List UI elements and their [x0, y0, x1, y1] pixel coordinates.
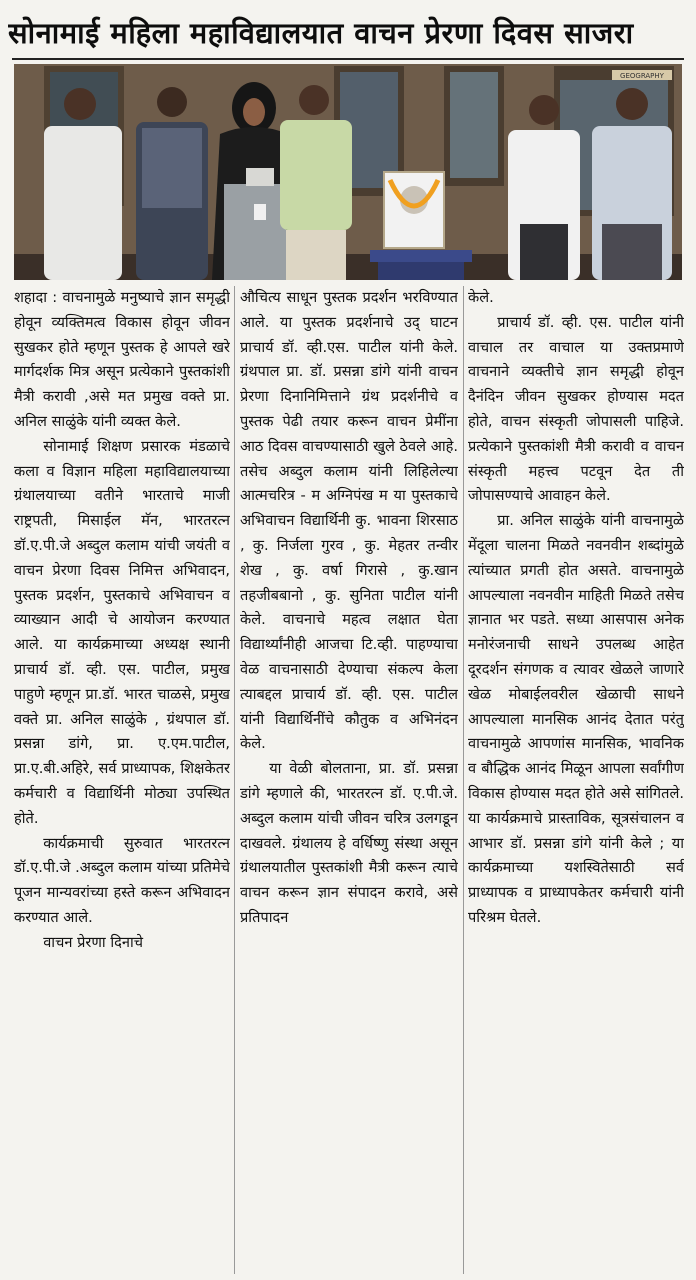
book-icon: [246, 168, 274, 186]
event-photo: [14, 64, 682, 280]
paragraph: केले.: [468, 289, 494, 306]
paragraph: प्रा. अनिल साळुंके यांनी वाचनामुळे मेंदूला चालना मिळते नवनवीन शब्दांमुळे त्यांच्यात प्रगती होत असते. वाचनामुळे आपल्याला नवनवीन माहिती मिळते तसेच ज्ञानात भर पडते. सध्या आसपास अनेक मनोरंजनाची साधने उपलब्ध आहेत दूरदर्शन संगणक व त्यावर खेळले जाणारे खेळ मोबाईलवरील खेळाची साधने आपल्याला मानसिक आनंद देतात परंतु वाचनामुळे आपणांस मानसिक, भावनिक व बौद्धिक आनंद मिळून आपला सर्वांगीण विकास होण्यास मदत होते असे सांगितले. या कार्यक्रमाचे प्रास्ताविक, सूत्रसंचालन व आभार डॉ. प्रसन्ना डांगे यांनी केले ; या कार्यक्रमाच्या यशस्वितेसाठी सर्व प्राध्यापक व प्राध्यापकेतर कर्मचारी यांनी परिश्रम घेतले.: [468, 512, 684, 926]
column-1: [14, 286, 230, 1274]
paragraph: कार्यक्रमाची सुरुवात भारतरत्न डॉ.ए.पी.जे .अब्दुल कलाम यांच्या प्रतिमेचे पूजन मान्यवरांच्या हस्ते करून अभिवादन करण्यात आले.: [14, 834, 230, 926]
paragraph: प्राचार्य डॉ. व्ही. एस. पाटील यांनी वाचाल तर वाचाल या उक्तप्रमाणे वाचनाने व्यक्तीचे ज्ञान समृद्धी होवून दैनंदिन जीवन सुखकर होण्यास मदत होते, वाचन संस्कृती जोपासली पाहिजे. प्रत्येकाने पुस्तकांशी मैत्री करावी व वाचन संस्कृती महत्त्व पटवून देत ती जोपासण्याचे आवाहन केले.: [468, 313, 684, 505]
geography-banner-text: GEOGRAPHY: [620, 72, 664, 80]
paragraph: या वेळी बोलताना, प्रा. डॉ. प्रसन्ना डांगे म्हणाले की, भारतरत्न डॉ. ए.पी.जे. अब्दुल कलाम यांची जीवन चरित्र उलगडून दाखवले. ग्रंथालय हे वर्धिष्णु संस्था असून ग्रंथालयातील पुस्तकांशी मैत्री करून त्याचे वाचन करून ज्ञान संपादन करावे, असे प्रतिपादन: [240, 760, 458, 926]
paragraph: वाचन प्रेरणा दिनाचे: [43, 933, 144, 951]
column-3: [468, 286, 684, 1274]
event-photo-illustration: [14, 64, 682, 280]
table: [370, 250, 472, 262]
headline: सोनामाई महिला महाविद्यालयात वाचन प्रेरणा दिवस साजरा: [8, 16, 634, 50]
paragraph: सोनामाई शिक्षण प्रसारक मंडळाचे कला व विज्ञान महिला महाविद्यालयाच्या ग्रंथालयाच्या वतीने भारताचे माजी राष्ट्रपती, मिसाईल मॅन, भारतरत्न डॉ.ए.पी.जे अब्दुल कलाम यांची जयंती व वाचन प्रेरणा दिवस निमित्त अभिवादन, पुस्तक प्रदर्शन, पुस्तकाचे अभिवाचन व व्याख्यान आदी चे आयोजन करण्यात आले. या कार्यक्रमाच्या अध्यक्ष स्थानी प्राचार्य डॉ. व्ही. एस. पाटील, प्रमुख पाहुणे म्हणून प्रा.डॉ. भारत चाळसे, प्रमुख वक्ते प्रा. अनिल साळुंके , ग्रंथपाल डॉ. प्रसन्ना डांगे, प्रा. ए.एम.पाटील, प्रा.ए.बी.अहिरे, सर्व प्राध्यापक, शिक्षकेतर कर्मचारी व विद्यार्थिनी मोठ्या उपस्थित होते.: [14, 437, 230, 827]
column-2: [240, 286, 458, 1274]
paragraph: औचित्य साधून पुस्तक प्रदर्शन भरविण्यात आले. या पुस्तक प्रदर्शनाचे उद् घाटन प्राचार्य डॉ. व्ही.एस. पाटील यांनी केले. ग्रंथपाल प्रा. डॉ. प्रसन्ना डांगे यांनी वाचन प्रेरणा दिनानिमित्ताने ग्रंथ प्रदर्शनीचे व पुस्तक पेढी तयार करून वाचन प्रेमींना आठ दिवस वाचण्यासाठी खुले ठेवले आहे. तसेच अब्दुल कलाम यांनी लिहिलेल्या आत्मचरित्र - म अग्निपंख म या पुस्तकाचे अभिवाचन विद्यार्थिनी कु. भावना शिरसाठ , कु. निर्जला गुरव , कु. मेहतर तन्वीर शेख , कु. वर्षा गिरासे , कु.खान तहजीबबानो , कु. सुनिता पाटील यांनी केले. वाचनाचे महत्व लक्षात घेता विद्यार्थ्यांनीही आजचा टि.व्ही. पाहण्याचा वेळ वाचनासाठी देण्याचा संकल्प केला त्याबद्दल प्राचार्य डॉ. व्ही. एस. पाटील यांनी विद्यार्थिनींचे कौतुक व अभिनंदन केले.: [240, 289, 458, 753]
cabinet-right-glass: [450, 72, 498, 178]
paragraph: शहादा : वाचनामुळे मनुष्याचे ज्ञान समृद्धी होवून व्यक्तिमत्व विकास होवून जीवन सुखकर होते म्हणून पुस्तक हे आपले खरे मार्गदर्शक मित्र असून प्रत्येकाने पुस्तकांशी मैत्री करावी ,असे मत प्रमुख वक्ते प्रा. अनिल साळुंके यांनी व्यक्त केले.: [14, 289, 230, 430]
column-divider: [463, 286, 464, 1274]
article-body: [12, 286, 684, 1274]
column-divider: [234, 286, 235, 1274]
headline-rule-top: [12, 58, 684, 60]
